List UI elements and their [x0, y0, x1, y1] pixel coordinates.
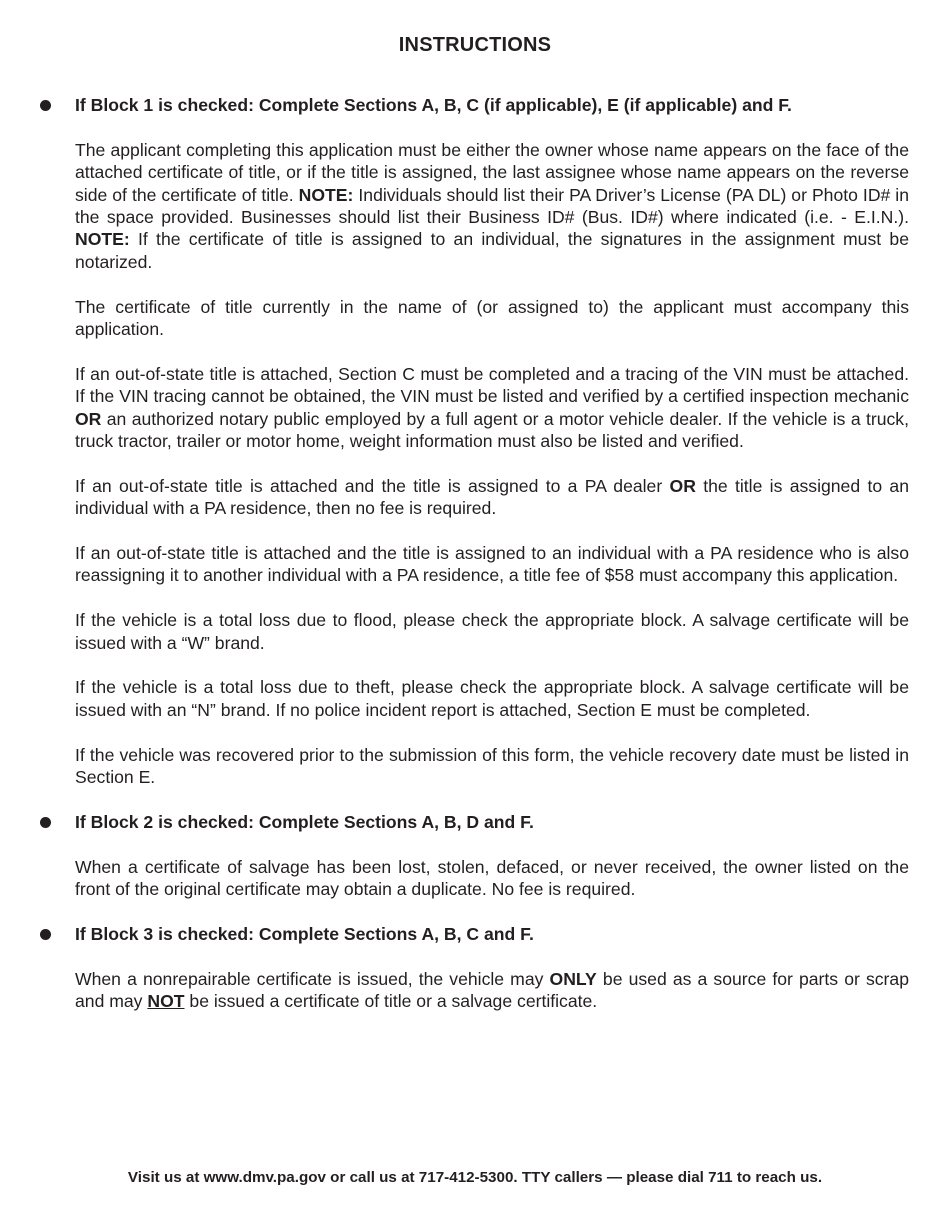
block-2-paragraph-1: When a certificate of salvage has been lost, stolen, defaced, or never received, the owner listed on the front of the original certificate may obtain a duplicate. No fee is required.: [75, 856, 909, 900]
block-1-section: [75, 94, 909, 788]
footer-contact: Visit us at www.dmv.pa.gov or call us at 717-412-5300. TTY callers — please dial 711 to reach us.: [127, 1169, 823, 1186]
block-3-heading: If Block 3 is checked: Complete Sections A, B, C and F.: [75, 923, 534, 944]
bullet-icon: [40, 100, 51, 111]
page-title: INSTRUCTIONS: [398, 34, 552, 56]
bullet-icon: [40, 929, 51, 940]
block-1-heading: If Block 1 is checked: Complete Sections A, B, C (if applicable), E (if applicable) and F.: [75, 95, 792, 115]
block-1-paragraph-5: If an out-of-state title is attached and the title is assigned to an individual with a PA residence who is also reassigning it to another individual with a PA residence, a title fee of $58 must accompany this application.: [75, 543, 909, 586]
block-1-paragraph-6: If the vehicle is a total loss due to flood, please check the appropriate block. A salvage certificate will be issued with a “W” brand.: [75, 610, 909, 653]
block-2-heading: If Block 2 is checked: Complete Sections A, B, D and F.: [75, 811, 534, 832]
block-1-paragraph-2: The certificate of title currently in the name of (or assigned to) the applicant must accompany this application.: [75, 296, 909, 340]
block-2-section: [75, 811, 909, 901]
block-1-paragraph-3: If an out-of-state title is attached, Section C must be completed and a tracing of the VIN must be attached. If the VIN tracing cannot be obtained, the VIN must be listed and verified by a certified inspection mechanic OR an authorized notary public employed by a full agent or a motor vehicle dealer. If the vehicle is a truck, truck tractor, trailer or motor home, weight information must also be listed and verified.: [75, 363, 909, 452]
block-1-paragraph-7: If the vehicle is a total loss due to theft, please check the appropriate block. A salvage certificate will be issued with an “N” brand. If no police incident report is attached, Section E must be completed.: [75, 677, 909, 720]
instructions-content: [75, 94, 909, 1035]
bullet-icon: [40, 817, 51, 828]
block-3-section: [75, 923, 909, 1013]
block-1-paragraph-4: If an out-of-state title is attached and the title is assigned to a PA dealer OR the title is assigned to an individual with a PA residence, then no fee is required.: [75, 475, 909, 519]
block-3-paragraph-1: When a nonrepairable certificate is issued, the vehicle may ONLY be used as a source for parts or scrap and may NOT be issued a certificate of title or a salvage certificate.: [75, 968, 909, 1012]
block-1-paragraph-1: The applicant completing this application must be either the owner whose name appears on the face of the attached certificate of title, or if the title is assigned, the last assignee whose name appears on the reverse side of the certificate of title. NOTE: Individuals should list their PA Driver’s License (PA DL) or Photo ID# in the space provided. Businesses should list their Business ID# (Bus. ID#) where indicated (i.e. - E.I.N.). NOTE: If the certificate of title is assigned to an individual, the signatures in the assignment must be notarized.: [75, 139, 909, 272]
block-1-paragraph-8: If the vehicle was recovered prior to the submission of this form, the vehicle recovery date must be listed in Section E.: [75, 744, 909, 788]
